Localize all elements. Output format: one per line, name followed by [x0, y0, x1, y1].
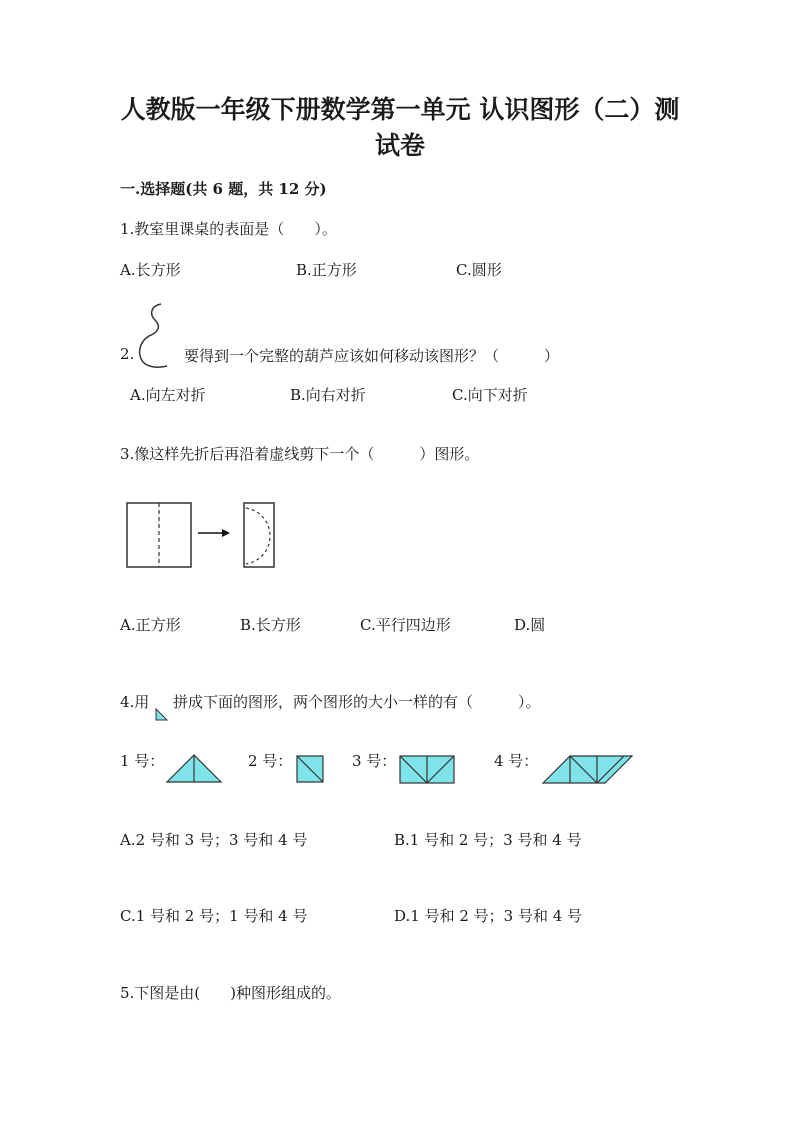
figure-4-shape: [542, 755, 634, 785]
figure-4-label: 4 号：: [494, 752, 539, 770]
question-3-stem: 3.像这样先折后再沿着虚线剪下一个（ ）图形。: [120, 445, 480, 463]
question-4-stem-prefix: 4.用: [120, 693, 150, 711]
question-1-option-a[interactable]: A.长方形: [120, 261, 181, 279]
section-heading: 一.选择题(共 6 题，共 12 分): [120, 180, 327, 198]
figure-3-shape: [399, 755, 455, 785]
question-4-option-a[interactable]: A.2 号和 3 号；3 号和 4 号: [120, 831, 308, 849]
question-3-option-d[interactable]: D.圆: [514, 616, 546, 634]
question-1-stem: 1.教室里课桌的表面是（ ）。: [120, 220, 337, 238]
question-4-option-c[interactable]: C.1 号和 2 号；1 号和 4 号: [120, 907, 308, 925]
question-3-option-b[interactable]: B.长方形: [240, 616, 301, 634]
page-title-line1: 人教版一年级下册数学第一单元 认识图形（二）测: [120, 95, 680, 124]
question-3-option-a[interactable]: A.正方形: [120, 616, 181, 634]
question-4-option-b[interactable]: B.1 号和 2 号；3 号和 4 号: [394, 831, 582, 849]
question-2-option-c[interactable]: C.向下对折: [452, 386, 528, 404]
question-2-option-a[interactable]: A.向左对折: [130, 386, 206, 404]
figure-2-shape: [296, 755, 324, 783]
question-2-stem: 要得到一个完整的葫芦应该如何移动该图形？（ ）: [184, 347, 560, 365]
folding-paper-figure: [126, 500, 286, 572]
question-2-number: 2.: [120, 345, 135, 363]
page-title-line2: 试卷: [374, 131, 425, 160]
figure-2-label: 2 号：: [248, 752, 293, 770]
question-1-option-b[interactable]: B.正方形: [296, 261, 357, 279]
question-1-option-c[interactable]: C.圆形: [456, 261, 502, 279]
small-triangle-icon: [155, 708, 169, 722]
question-4-option-d[interactable]: D.1 号和 2 号；3 号和 4 号: [394, 907, 583, 925]
question-3-option-c[interactable]: C.平行四边形: [360, 616, 451, 634]
question-5-stem: 5.下图是由( )种图形组成的。: [120, 984, 342, 1002]
question-4-stem-suffix: 拼成下面的图形，两个图形的大小一样的有（ ）。: [173, 693, 541, 711]
question-2-option-b[interactable]: B.向右对折: [290, 386, 366, 404]
figure-1-label: 1 号：: [120, 752, 165, 770]
half-gourd-figure: [135, 300, 175, 370]
figure-1-shape: [166, 754, 222, 784]
figure-3-label: 3 号：: [352, 752, 397, 770]
